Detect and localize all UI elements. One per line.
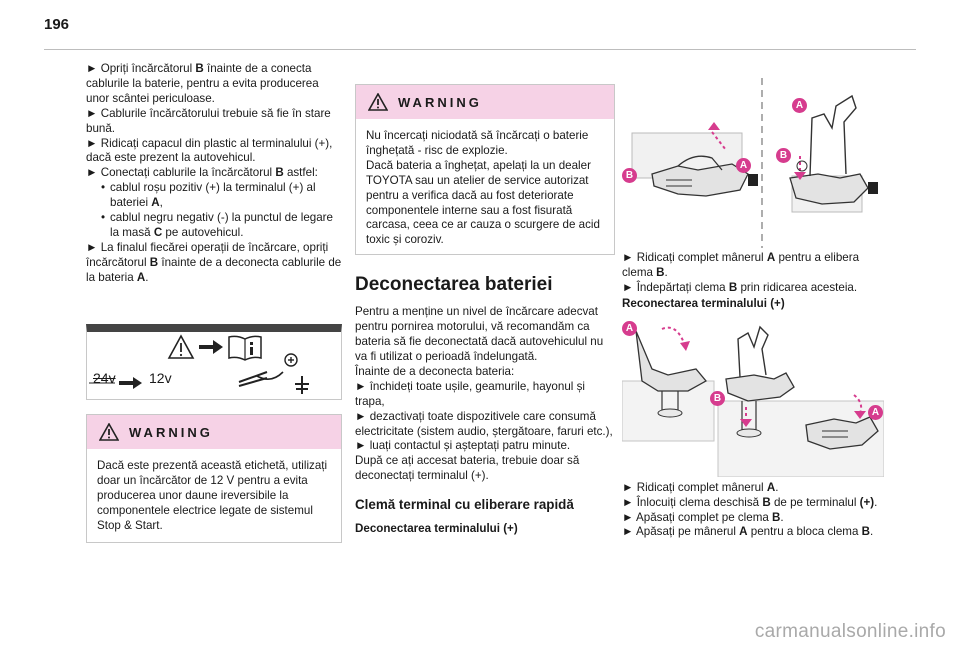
col1-text: [86, 62, 342, 324]
warning-text: Nu încercați niciodată să încărcați o baterie înghețată - risc de explozie. Dacă bateria a înghețat, apelați la un dealer TOYOTA sau un atelier de service autorizat pentru a verifica dacă au fost deteriorate componentele interne sau a fost fisurată carcasa, ceea ce ar cauza o scurgere de acid toxic și coroziv.: [366, 129, 600, 247]
warning-title: WARNING: [129, 424, 213, 440]
callout-a2: A: [868, 405, 883, 420]
callout-a1: A: [622, 321, 637, 336]
col3-steps-2: [622, 481, 884, 541]
col1-para-5: ► La finalul fiecărei operații de încărcare, opriți încărcătorul B înainte de a deconecta cablurile de la bateria A.: [86, 240, 342, 284]
column-3: [622, 78, 884, 540]
label-12v: 12v: [149, 370, 172, 386]
column-2: [355, 84, 615, 536]
warning-box-label: [86, 414, 342, 543]
col3-step-2: ► Îndepărtați clema B prin ridicarea acesteia.: [622, 280, 858, 294]
page-number: 196: [44, 16, 70, 33]
warning-header: [356, 85, 614, 119]
warning-header: [87, 415, 341, 449]
figure-disconnect: [622, 78, 884, 248]
top-rule: [44, 49, 916, 50]
subsection-title: Clemă terminal cu eliberare rapidă: [355, 497, 574, 513]
col3-step-1: ► Ridicați complet mânerul A pentru a elibera clema B.: [622, 251, 860, 279]
label-24v: 24v: [93, 370, 116, 386]
warning-text: Dacă este prezentă această etichetă, utilizați doar un încărcător de 12 V pentru a evita producerea unor daune ireversibile la componentele electrice legate de sistemul Stop & Start.: [97, 459, 328, 532]
col3-step-6: ► Apăsați pe mânerul A pentru a bloca clema B.: [622, 525, 874, 539]
col1-para-4: ► Conectați cablurile la încărcătorul B astfel:: [86, 166, 318, 180]
section-title: Deconectarea bateriei: [355, 274, 553, 296]
watermark: carmanualsonline.info: [754, 621, 946, 642]
arrow-right-icon: [199, 340, 223, 354]
col1-para-1: ► Opriți încărcătorul B înainte de a conecta cablurile la baterie, pentru a evita producerea unor scântei periculoase.: [86, 62, 319, 105]
callout-a1: A: [792, 98, 807, 113]
column-1: [86, 62, 342, 543]
stop-start-label-panel: [86, 324, 342, 400]
warning-box-frozen: [355, 84, 615, 255]
col3-steps-1: [622, 251, 884, 311]
warning-triangle-icon: [169, 336, 193, 358]
col3-step-5: ► Apăsați complet pe clema B.: [622, 510, 784, 524]
callout-b1: B: [776, 148, 791, 163]
callout-b1: B: [710, 391, 725, 406]
reconnect-title: Reconectarea terminalului (+): [622, 296, 785, 310]
callout-a2: A: [736, 158, 751, 173]
section-intro: Pentru a menține un nivel de încărcare adecvat pentru pornirea motorului, vă recomandăm ca bateria să fie deconectată dacă autovehiculul nu va fi utilizat o perioadă îndelungată. Înainte de a deconecta bateria: ► închideți toate ușile, geamurile, hayonul și trapa, ► dezactivați toate dispozitivele care consumă electricitate (sistem audio, ștergătoare, faruri etc.), ► luați contactul și așteptați patru minute. După ce ați accesat bateria, trebuie doar să deconectați terminalul (+).: [355, 305, 613, 483]
col3-step-3: ► Ridicați complet mânerul A.: [622, 480, 779, 494]
callout-b2: B: [622, 168, 637, 183]
col3-step-4: ► Înlocuiți clema deschisă B de pe terminalul (+).: [622, 495, 878, 509]
warning-triangle-icon: [368, 93, 388, 111]
arrow-right-icon: [119, 377, 142, 389]
col1-para-2: ► Cablurile încărcătorului trebuie să fie în stare bună.: [86, 106, 331, 135]
warning-triangle-icon: [99, 423, 119, 441]
manual-info-icon: [229, 336, 261, 360]
col1-para-3: ► Ridicați capacul din plastic al terminalului (+), dacă este prezent la autovehicul.: [86, 136, 333, 165]
col1-sub-2: • cablul negru negativ (-) la punctul de legare la masă C pe autovehicul.: [86, 211, 342, 241]
col1-sub-1: • cablul roșu pozitiv (+) la terminalul (+) al bateriei A,: [86, 181, 342, 211]
battery-terminal-icon: [295, 376, 309, 394]
subsubsection-title: Deconectarea terminalului (+): [355, 522, 518, 536]
warning-title: WARNING: [398, 94, 482, 110]
figure-reconnect: [622, 321, 884, 477]
